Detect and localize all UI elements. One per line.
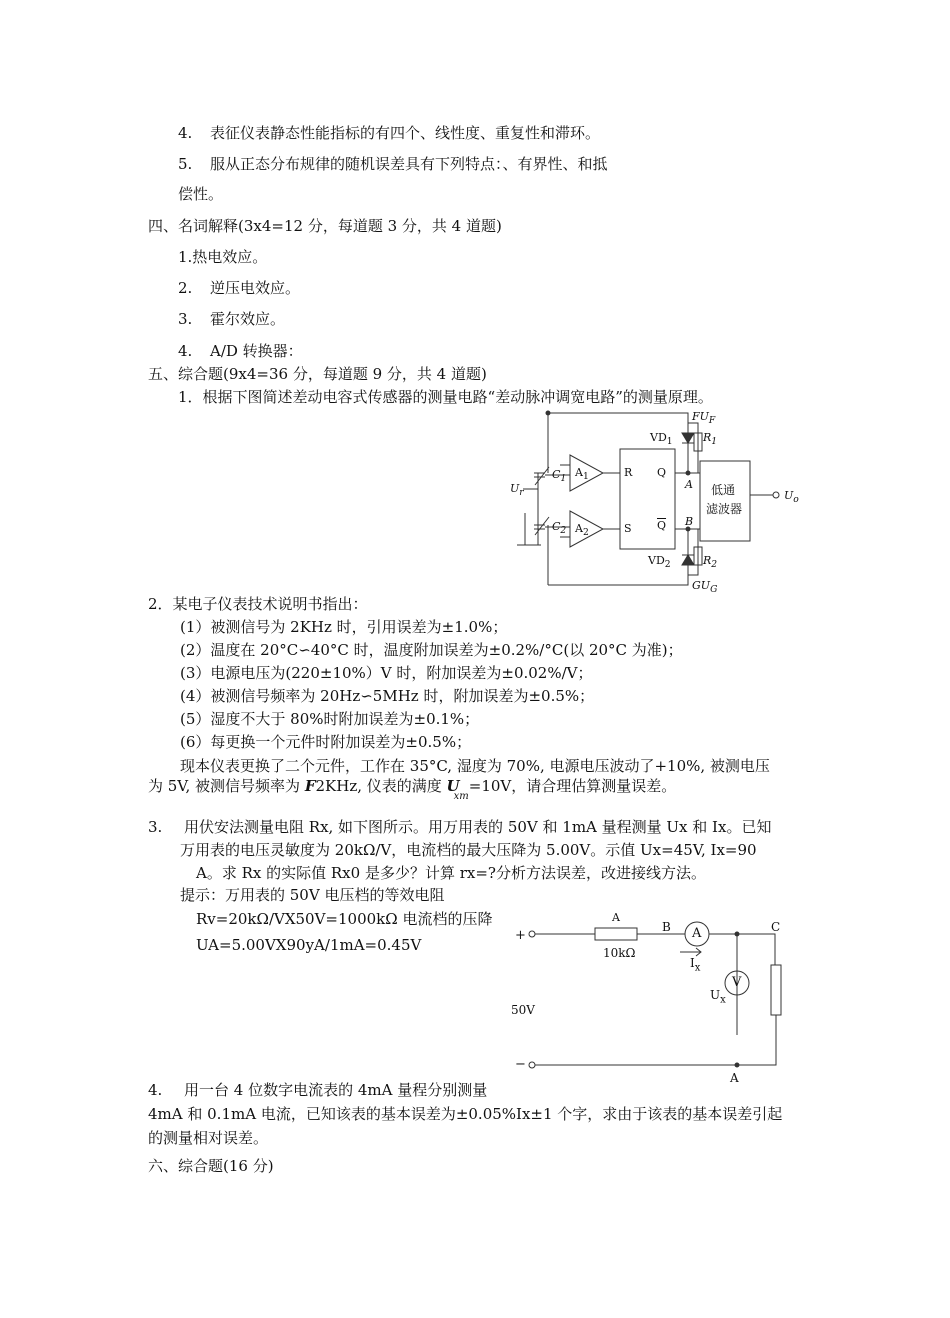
label-c1: $C_1$ bbox=[552, 468, 567, 485]
label-vd1: $VD_1$ bbox=[650, 431, 673, 448]
label-source: 50V bbox=[511, 1003, 535, 1017]
label-node-a: A bbox=[685, 478, 693, 491]
diode-vd1 bbox=[682, 433, 694, 443]
item-text: A/D 转换器： bbox=[210, 342, 303, 360]
section-4-heading: 四、名词解释(3x4=12 分，每道题 3 分，共 4 道题) bbox=[148, 217, 502, 235]
question-2-para-1: 现本仪表更换了二个元件，工作在 35°C, 湿度为 70%, 电源电压波动了+10%, 被测电压 bbox=[180, 757, 770, 775]
label-minus: − bbox=[515, 1057, 526, 1072]
output-terminal bbox=[773, 492, 779, 498]
label-gu: $GU_G$ bbox=[692, 579, 718, 596]
question-3-line-2: 万用表的电压灵敏度为 20kΩ/V，电流档的最大压降为 5.00V。示值 Ux=45V, Ix=90 bbox=[180, 841, 757, 859]
label-ammeter: A bbox=[692, 926, 702, 941]
bottom-wire bbox=[548, 575, 688, 585]
question-3-line-3: A。求 Rx 的实际值 Rx0 是多少？计算 rx=?分析方法误差，改进接线方法。 bbox=[196, 864, 706, 882]
label-ur: $U_r$ bbox=[510, 482, 524, 499]
label-r: R bbox=[624, 466, 633, 479]
term-4 bbox=[178, 341, 303, 361]
minus-terminal bbox=[529, 1062, 535, 1068]
item-number: 3. bbox=[178, 310, 193, 328]
resistor-10k bbox=[595, 928, 637, 940]
condition-6: (6）每更换一个元件时附加误差为±0.5%； bbox=[180, 733, 472, 751]
label-ix: $I_x$ bbox=[690, 956, 701, 974]
label-voltmeter: V bbox=[732, 975, 742, 990]
item-4 bbox=[178, 123, 600, 143]
item-number: 5. bbox=[178, 155, 193, 173]
label-a-top: A bbox=[612, 911, 620, 924]
diode-vd2 bbox=[682, 555, 694, 565]
capacitor-c1 bbox=[534, 467, 549, 489]
question-2-para-2: 为 5V, 被测信号频率为 F2KHz, 仪表的满度 $U_{xm}=10V$，请合理估算测量误差。 bbox=[148, 777, 677, 802]
condition-4: (4）被测信号频率为 20Hz∽5MHz 时，附加误差为±0.5%； bbox=[180, 687, 595, 705]
filter-label-1: 低通 bbox=[711, 483, 736, 497]
label-s: S bbox=[624, 522, 632, 535]
label-uo: $U_o$ bbox=[784, 489, 799, 506]
label-q: Q bbox=[657, 466, 667, 479]
label-c2: $C_2$ bbox=[552, 520, 567, 537]
label-fu: $FU_F$ bbox=[692, 410, 716, 427]
top-wire bbox=[548, 413, 688, 423]
hint-2: Rv=20kΩ/VX50V=1000kΩ 电流档的压降 bbox=[196, 910, 493, 928]
hint-1: 提示：万用表的 50V 电压档的等效电阻 bbox=[180, 886, 445, 904]
term-2 bbox=[178, 278, 300, 298]
section-6-heading: 六、综合题(16 分) bbox=[148, 1157, 274, 1175]
item-text: 霍尔效应。 bbox=[210, 310, 286, 328]
term-1: 1.热电效应。 bbox=[178, 248, 268, 266]
filter-label-2: 滤波器 bbox=[706, 502, 743, 516]
capacitor-c2 bbox=[534, 489, 549, 545]
item-number: 2. bbox=[178, 279, 193, 297]
condition-2: (2）温度在 20°C∽40°C 时，温度附加误差为±0.2%/°C(以 20°C 为准)； bbox=[180, 641, 683, 659]
question-3-line-1: 3. 用伏安法测量电阻 Rx, 如下图所示。用万用表的 50V 和 1mA 量程测量 Ux 和 Ix。已知 bbox=[148, 818, 772, 836]
item-number: 4. bbox=[178, 342, 193, 360]
label-node-b: B bbox=[662, 920, 671, 934]
label-r2: $R_2$ bbox=[703, 554, 718, 571]
item-5 bbox=[178, 154, 608, 174]
label-node-a: A bbox=[730, 1071, 739, 1085]
hint-3: UA=5.00VX90yA/1mA=0.45V bbox=[196, 936, 422, 954]
label-node-c: C bbox=[771, 920, 781, 934]
condition-5: (5）湿度不大于 80%时附加误差为±0.1%； bbox=[180, 710, 480, 728]
label-plus: + bbox=[515, 928, 526, 943]
question-4-line-2: 4mA 和 0.1mA 电流，已知该表的基本误差为±0.05%Ix±1 个字，求由于该表的基本误差引起 bbox=[148, 1105, 783, 1123]
condition-3: (3）电源电压为(220±10%）V 时，附加误差为±0.02%/V； bbox=[180, 664, 593, 682]
label-resistor: 10kΩ bbox=[603, 946, 636, 960]
label-qbar: $\overline{Q}$ bbox=[657, 519, 667, 532]
label-node-b: B bbox=[685, 515, 694, 528]
item-5-continued: 偿性。 bbox=[178, 185, 224, 203]
plus-terminal bbox=[529, 931, 535, 937]
voltammetry-circuit-diagram bbox=[505, 910, 805, 1080]
label-r1: $R_1$ bbox=[703, 431, 718, 448]
question-4-line-1: 4. 用一台 4 位数字电流表的 4mA 量程分别测量 bbox=[148, 1081, 488, 1099]
item-number: 4. bbox=[178, 124, 193, 142]
question-2-intro: 2．某电子仪表技术说明书指出： bbox=[148, 595, 368, 613]
item-text: 表征仪表静态性能指标的有四个、线性度、重复性和滞环。 bbox=[210, 124, 601, 142]
resistor-rx bbox=[771, 965, 781, 1015]
item-text: 服从正态分布规律的随机误差具有下列特点：、有界性、和抵 bbox=[210, 155, 608, 173]
term-3 bbox=[178, 309, 285, 329]
condition-1: (1）被测信号为 2KHz 时，引用误差为±1.0%； bbox=[180, 618, 508, 636]
label-a1: $A_1$ bbox=[575, 466, 589, 483]
label-a2: $A_2$ bbox=[575, 522, 589, 539]
question-4-line-3: 的测量相对误差。 bbox=[148, 1129, 269, 1147]
label-ux: $U_x$ bbox=[710, 988, 726, 1006]
question-1: 1．根据下图简述差动电容式传感器的测量电路“差动脉冲调宽电路”的测量原理。 bbox=[178, 388, 713, 406]
item-text: 逆压电效应。 bbox=[210, 279, 301, 297]
section-5-heading: 五、综合题(9x4=36 分，每道题 9 分，共 4 道题) bbox=[148, 365, 487, 383]
label-vd2: $VD_2$ bbox=[648, 554, 671, 571]
